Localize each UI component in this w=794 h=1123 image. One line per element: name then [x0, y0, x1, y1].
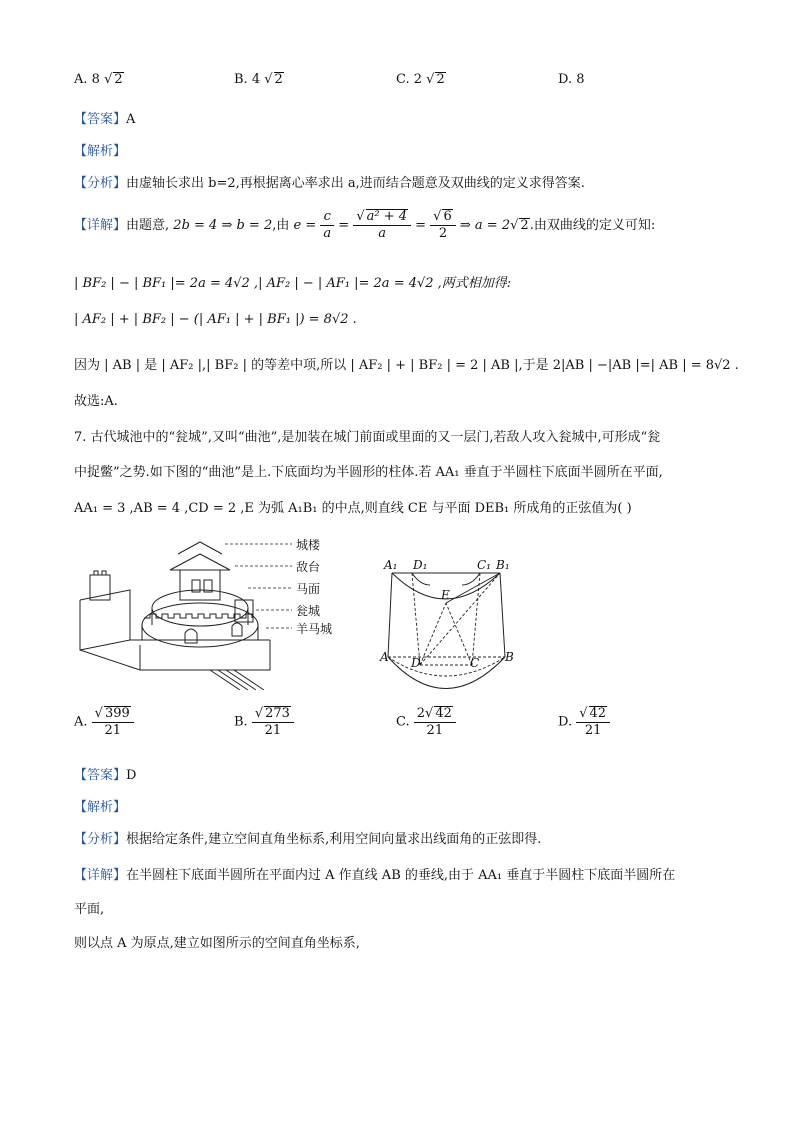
radicand: 42 — [589, 706, 607, 721]
sqrt-icon: √ — [356, 209, 365, 224]
sqrt-icon: √ — [510, 218, 519, 233]
q6-fenxi — [74, 172, 585, 191]
geo-label-b: B — [505, 650, 514, 664]
detail-tag: 【详解】 — [74, 218, 127, 233]
fraction-num — [252, 706, 294, 723]
radicand: 6 — [443, 209, 452, 224]
option-a — [74, 72, 124, 87]
fraction-num — [576, 706, 610, 723]
fraction-den: a — [323, 226, 332, 241]
geo-label-a: A — [380, 650, 389, 664]
fraction-num — [353, 209, 411, 226]
detail-text: 由题意, — [126, 218, 170, 233]
geo-label-e: E — [441, 588, 450, 602]
fraction — [576, 706, 610, 739]
q7-line3: AA₁ = 3 ,AB = 4 ,CD = 2 ,E 为弧 A₁B₁ 的中点,则直线 CE 与平面 DEB₁ 所成角的正弦值为( ) — [74, 501, 632, 516]
radicand: 42 — [435, 706, 452, 721]
answer-tag: 【答案】 — [74, 768, 127, 783]
fraction-den: 21 — [584, 723, 602, 738]
castle-label-tower: 城楼 — [296, 538, 321, 552]
geometry-figure — [380, 555, 520, 690]
geo-label-b1: B₁ — [496, 558, 510, 572]
q6-line2: | BF₂ | − | BF₁ |= 2a = 4√2 ,| AF₂ | − | AF₁ |= 2a = 4√2 ,两式相加得: — [74, 276, 512, 291]
coefficient: 2 — [416, 706, 426, 721]
q7-line1: 7. 古代城池中的“瓮城”,又叫“曲池”,是加装在城门前面或里面的又一层门,若敌人攻入瓮城中,可形成“瓮 — [74, 430, 661, 445]
q7-detail — [74, 864, 675, 883]
q6-detail-line1: 【详解】由题意, 2b = 4 ⇒ b = 2,由 e = $\frac{c}{a}$ = $\frac{\text{√ a² + 4}}{a}$ = $\frac{√ 6}{2}$ ⇒ a = 2√ 2.由双曲线的定义可知: — [74, 209, 656, 241]
option-d — [558, 72, 585, 87]
q7-option-c — [396, 706, 456, 739]
detail-math: 2b = 4 ⇒ b = 2 — [173, 218, 273, 233]
detail-tag: 【详解】 — [74, 868, 127, 883]
q7-detail-2: 平面, — [74, 902, 105, 917]
castle-label-yangmacheng: 羊马城 — [296, 622, 333, 636]
detail-text: .由双曲线的定义可知: — [529, 218, 656, 233]
radicand: a² + 4 — [366, 209, 407, 224]
sqrt-icon: √ — [264, 72, 273, 87]
option-c-radicand: 2 — [436, 72, 445, 87]
fraction-num: c — [320, 209, 334, 226]
fenxi-text: 根据给定条件,建立空间直角坐标系,利用空间向量求出线面角的正弦即得. — [126, 832, 542, 847]
geo-label-a1: A₁ — [384, 558, 398, 572]
q7-answer — [74, 764, 136, 783]
q6-answer — [74, 108, 135, 127]
option-letter: D. — [558, 714, 573, 730]
detail-text: 在半圆柱下底面半圆所在平面内过 A 作直线 AB 的垂线,由于 AA₁ 垂直于半圆柱下底面半圆所在 — [126, 868, 676, 883]
answer-value: A — [126, 112, 136, 127]
sqrt-icon: √ — [579, 706, 588, 721]
geo-label-c: C — [470, 656, 480, 670]
option-b-label: B. 4 — [234, 72, 261, 87]
option-letter: B. — [234, 714, 248, 730]
castle-label-platform: 敌台 — [296, 560, 321, 574]
fraction — [414, 706, 456, 739]
sqrt-icon: √ — [254, 706, 264, 721]
detail-math: e = — [293, 218, 317, 233]
radicand: 273 — [265, 706, 290, 721]
fraction — [353, 209, 411, 242]
q7-option-a — [74, 706, 134, 739]
q7-analysis-tag: 【解析】 — [74, 800, 127, 815]
answer-value: D — [126, 768, 137, 783]
fraction-den: a — [378, 226, 387, 241]
geo-label-d: D — [411, 656, 421, 670]
option-letter: C. — [396, 714, 410, 730]
sqrt-icon: √ — [104, 72, 113, 87]
fraction-num — [92, 706, 134, 723]
sqrt-icon: √ — [425, 706, 434, 721]
castle-label-wengcheng: 瓮城 — [296, 604, 321, 618]
sqrt-icon: √ — [426, 72, 435, 87]
fraction — [430, 209, 456, 242]
option-a-radicand: 2 — [114, 72, 123, 87]
option-letter: A. — [74, 714, 88, 730]
q6-line4: 因为 | AB | 是 | AF₂ |,| BF₂ | 的等差中项,所以 | AF₂ | + | BF₂ | = 2 | AB |,于是 2|AB | −|AB |=| AB | = 8√2 . — [74, 358, 739, 373]
detail-math: ⇒ a = 2 — [459, 218, 511, 233]
q7-option-d — [558, 706, 610, 739]
fenxi-text: 由虚轴长求出 b=2,再根据离心率求出 a,进而结合题意及双曲线的定义求得答案. — [126, 176, 585, 191]
sqrt-icon: √ — [433, 209, 442, 224]
q6-analysis-tag: 【解析】 — [74, 144, 127, 159]
fraction-den: 2 — [438, 226, 448, 241]
q7-fenxi — [74, 828, 541, 847]
q6-line3: | AF₂ | + | BF₂ | − (| AF₁ | + | BF₁ |) = 8√2 . — [74, 312, 357, 327]
fraction-num — [414, 706, 456, 723]
geo-label-d1: D₁ — [413, 558, 428, 572]
option-d-label: D. 8 — [558, 72, 585, 87]
fraction — [320, 209, 334, 242]
castle-figure — [70, 530, 370, 690]
option-a-label: A. 8 — [74, 72, 100, 87]
sqrt-icon: √ — [94, 706, 103, 721]
option-b-radicand: 2 — [274, 72, 283, 87]
geo-label-c1: C₁ — [477, 558, 491, 572]
radicand: 399 — [104, 706, 130, 721]
fraction-den: 21 — [426, 723, 444, 738]
q7-detail-3: 则以点 A 为原点,建立如图所示的空间直角坐标系, — [74, 936, 360, 951]
fenxi-tag: 【分析】 — [74, 832, 127, 847]
answer-tag: 【答案】 — [74, 112, 127, 127]
fenxi-tag: 【分析】 — [74, 176, 127, 191]
q7-option-b — [234, 706, 294, 739]
fraction — [92, 706, 134, 739]
detail-text: ,由 — [272, 218, 290, 233]
fraction — [252, 706, 294, 739]
fraction-den: 21 — [104, 723, 121, 738]
option-c-label: C. 2 — [396, 72, 423, 87]
q7-line2: 中捉鳖”之势.如下图的“曲池”是上.下底面均为半圆形的柱体.若 AA₁ 垂直于半圆柱下底面半圆所在平面, — [74, 465, 663, 480]
fraction-den: 21 — [264, 723, 282, 738]
q6-choice: 故选:A. — [74, 394, 118, 409]
fraction-num — [430, 209, 456, 226]
castle-label-mamian: 马面 — [296, 582, 321, 596]
option-c — [396, 72, 446, 87]
option-b — [234, 72, 284, 87]
